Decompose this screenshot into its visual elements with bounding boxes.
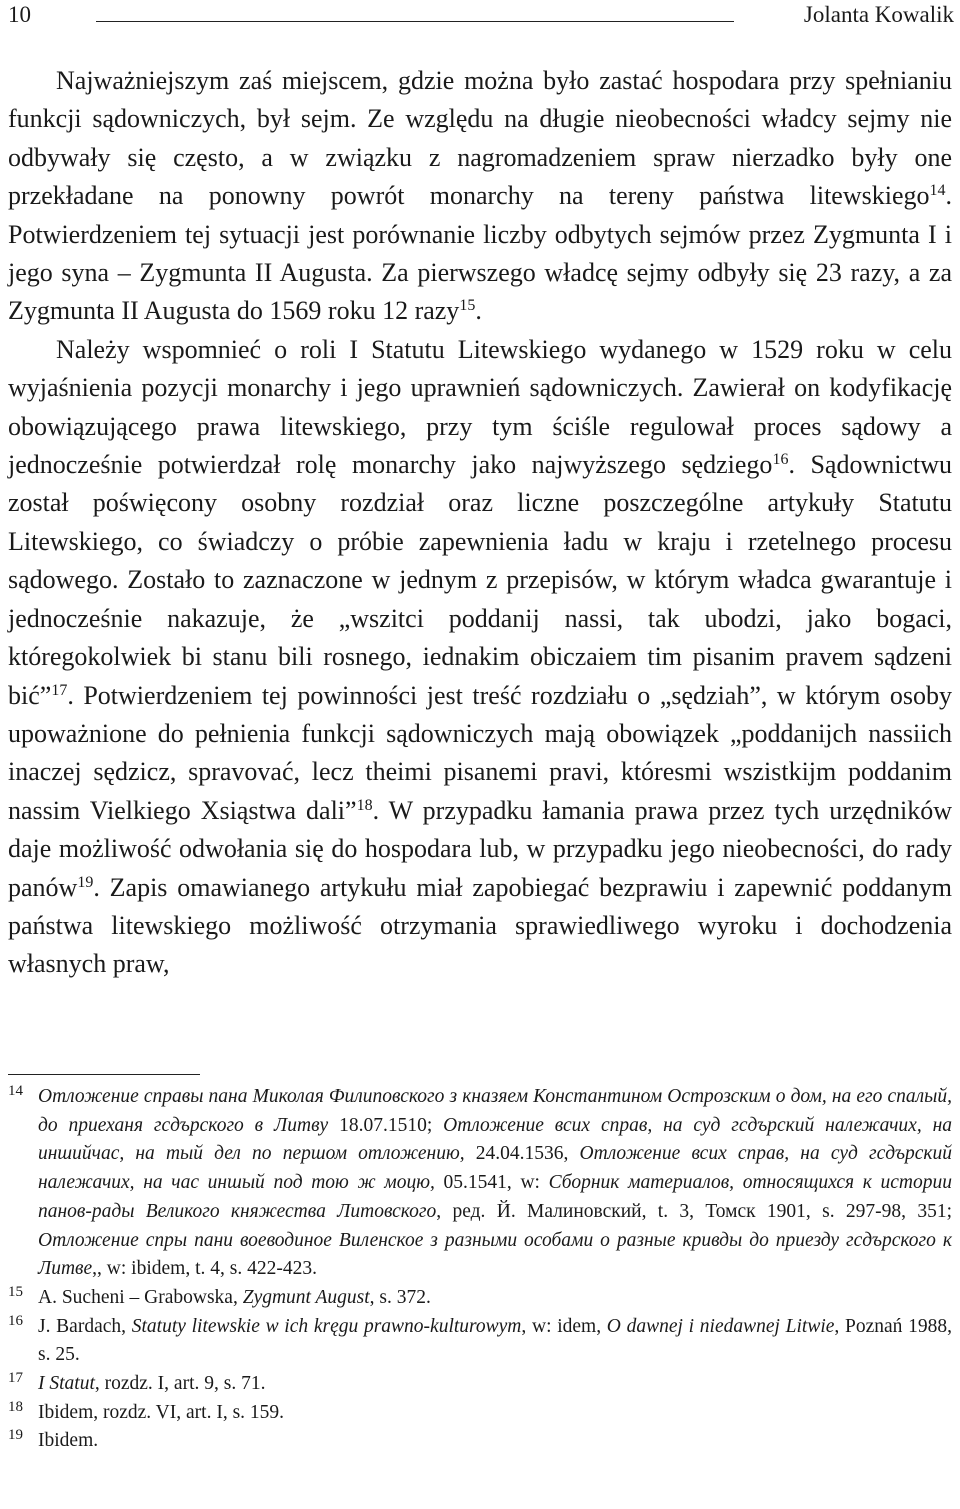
footnote-number: 19	[8, 1427, 23, 1444]
text-run: , s. 372.	[369, 1286, 431, 1308]
text-run: . Sądownictwu został poświęcony osobny rozdział oraz liczne poszczególne artykuły Statutu Litewskiego, co świadczy o próbie zapewnienia ładu w kraju i rzetelnego procesu sądowego. Zostało to zaznaczone w jednym z przepisów, w którym władca gwarantuje i jednocześnie nakazuje, że „wszitci poddanij nassi, tak ubodzi, jako bogaci, któregokolwiek bi stanu bili rosnego, iednakim obiczaiem tim pisanim pravem sądzeni bić”	[8, 450, 952, 710]
footnote	[8, 1083, 952, 1284]
text-run: .	[475, 296, 482, 326]
main-text	[8, 62, 952, 984]
italic-text: I Statut	[38, 1373, 95, 1395]
text-run: . Potwierdzeniem tej sytuacji jest porównanie liczby odbytych sejmów przez Zygmunta I i jego syna – Zygmunta II Augusta. Za pierwszego władcę sejmy odbyły się 23 razy, a za Zygmunta II Augusta do 1569 roku 12 razy	[8, 181, 952, 326]
italic-text: Отложение всих справ, на суд гсдърский належачих, на час иншый под тою ж моцю,	[38, 1143, 952, 1194]
text-run: Ibidem.	[38, 1430, 99, 1452]
text-run: , Poznań 1988, s. 25.	[38, 1315, 952, 1366]
italic-text: Отложение всих справ, на суд гсдърский належачих, на иншийчас, на тый дел по першом отложению,	[38, 1114, 953, 1165]
footnote	[8, 1370, 952, 1399]
footnote-number: 15	[8, 1283, 23, 1300]
text-run: . W przypadku łamania prawa przez tych urzędników daje możliwość odwołania się do hospodara lub, w przypadku jego nieobecności, do rady panów	[8, 795, 952, 902]
paragraph	[8, 62, 952, 331]
text-run: , w: idem,	[521, 1315, 607, 1337]
text-run: 24.04.1536,	[464, 1143, 580, 1165]
footnote-separator	[8, 1074, 200, 1075]
footnote	[8, 1284, 952, 1313]
text-run: ,, w: ibidem, t. 4, s. 422-423.	[92, 1258, 317, 1280]
footnote-ref: 15	[459, 297, 476, 315]
footnote-ref: 17	[51, 681, 68, 699]
italic-text: O dawnej i niedawnej Litwie	[606, 1315, 835, 1337]
footnote-ref: 14	[929, 182, 946, 200]
page-number: 10	[8, 2, 31, 27]
paragraph	[8, 331, 952, 984]
footnote-ref: 18	[356, 796, 373, 814]
footnote-ref: 16	[772, 451, 789, 469]
italic-text: Отложение спры пани воеводиное Виленское з разными особами о разные кривды до приезду гсдърского к Литве	[38, 1229, 952, 1280]
footnote-number: 17	[8, 1370, 23, 1387]
italic-text: Zygmunt August	[242, 1286, 370, 1308]
text-run: A. Sucheni – Grabowska,	[38, 1286, 243, 1308]
text-run: Najważniejszym zaś miejscem, gdzie można było zastać hospodara przy spełnianiu funkcji sądowniczych, był sejm. Ze względu na długie nieobecności władcy sejmy nie odbywały się często, a w związku z nagromadzeniem spraw nierzadko były one przekładane na ponowny powrót monarchy na tereny państwa litewskiego	[8, 66, 952, 211]
footnote	[8, 1427, 952, 1456]
text-run: , rozdz. I, art. 9, s. 71.	[94, 1373, 266, 1395]
text-run: Należy wspomnieć o roli I Statutu Litewskiego wydanego w 1529 roku w celu wyjaśnienia pozycji monarchy i jego uprawnień sądowniczych. Zawierał on kodyfikację obowiązującego prawa litewskiego, przy tym ściśle regulował proces sądowy a jednocześnie potwierdzał rolę monarchy jako najwyższego sędziego	[8, 334, 952, 480]
footnotes	[8, 1083, 952, 1456]
text-run: , ред. Й. Малиновский, t. 3, Томск 1901, s. 297-98, 351;	[436, 1200, 952, 1222]
footnote-number: 18	[8, 1398, 23, 1415]
footnote-number: 16	[8, 1312, 23, 1329]
text-run: . Zapis omawianego artykułu miał zapobiegać bezprawiu i zapewnić poddanym państwa litewskiego możliwość otrzymania sprawiedliwego wyroku i dochodzenia własnych praw,	[8, 872, 952, 979]
footnote-number: 14	[8, 1083, 23, 1099]
footnote	[8, 1313, 952, 1370]
header-rule	[96, 21, 734, 22]
footnote-ref: 19	[77, 873, 94, 891]
text-run: 05.1541, w:	[434, 1172, 549, 1194]
text-run: . Potwierdzeniem tej powinności jest treść rozdziału o „sędziah”, w którym osoby upoważnione do pełnienia funkcji sądowniczych mają obowiązek „poddanijch nassiich inaczej sędzicz, spravovać, lecz theimi pisanemi pravi, któresmi wszistkijm poddanim nassim Vielkiego Xsiąstwa dali”	[8, 680, 952, 825]
text-run: Ibidem, rozdz. VI, art. I, s. 159.	[38, 1401, 285, 1423]
italic-text: Сборник материалов, относящихся к истории панов-рады Великого княжества Литовского	[38, 1172, 952, 1222]
text-run: 18.07.1510;	[328, 1114, 444, 1136]
text-run: J. Bardach,	[38, 1315, 132, 1337]
italic-text: Statuty litewskie w ich kręgu prawno-kulturowym	[131, 1315, 522, 1337]
italic-text: Отложение справы пана Миколая Филиповского з кназяем Константином Острозским о дом, на его спалый, до приеханя гсдърского в Литву	[38, 1086, 952, 1136]
footnote	[8, 1399, 952, 1428]
running-author: Jolanta Kowalik	[803, 2, 954, 27]
running-header	[8, 0, 954, 32]
